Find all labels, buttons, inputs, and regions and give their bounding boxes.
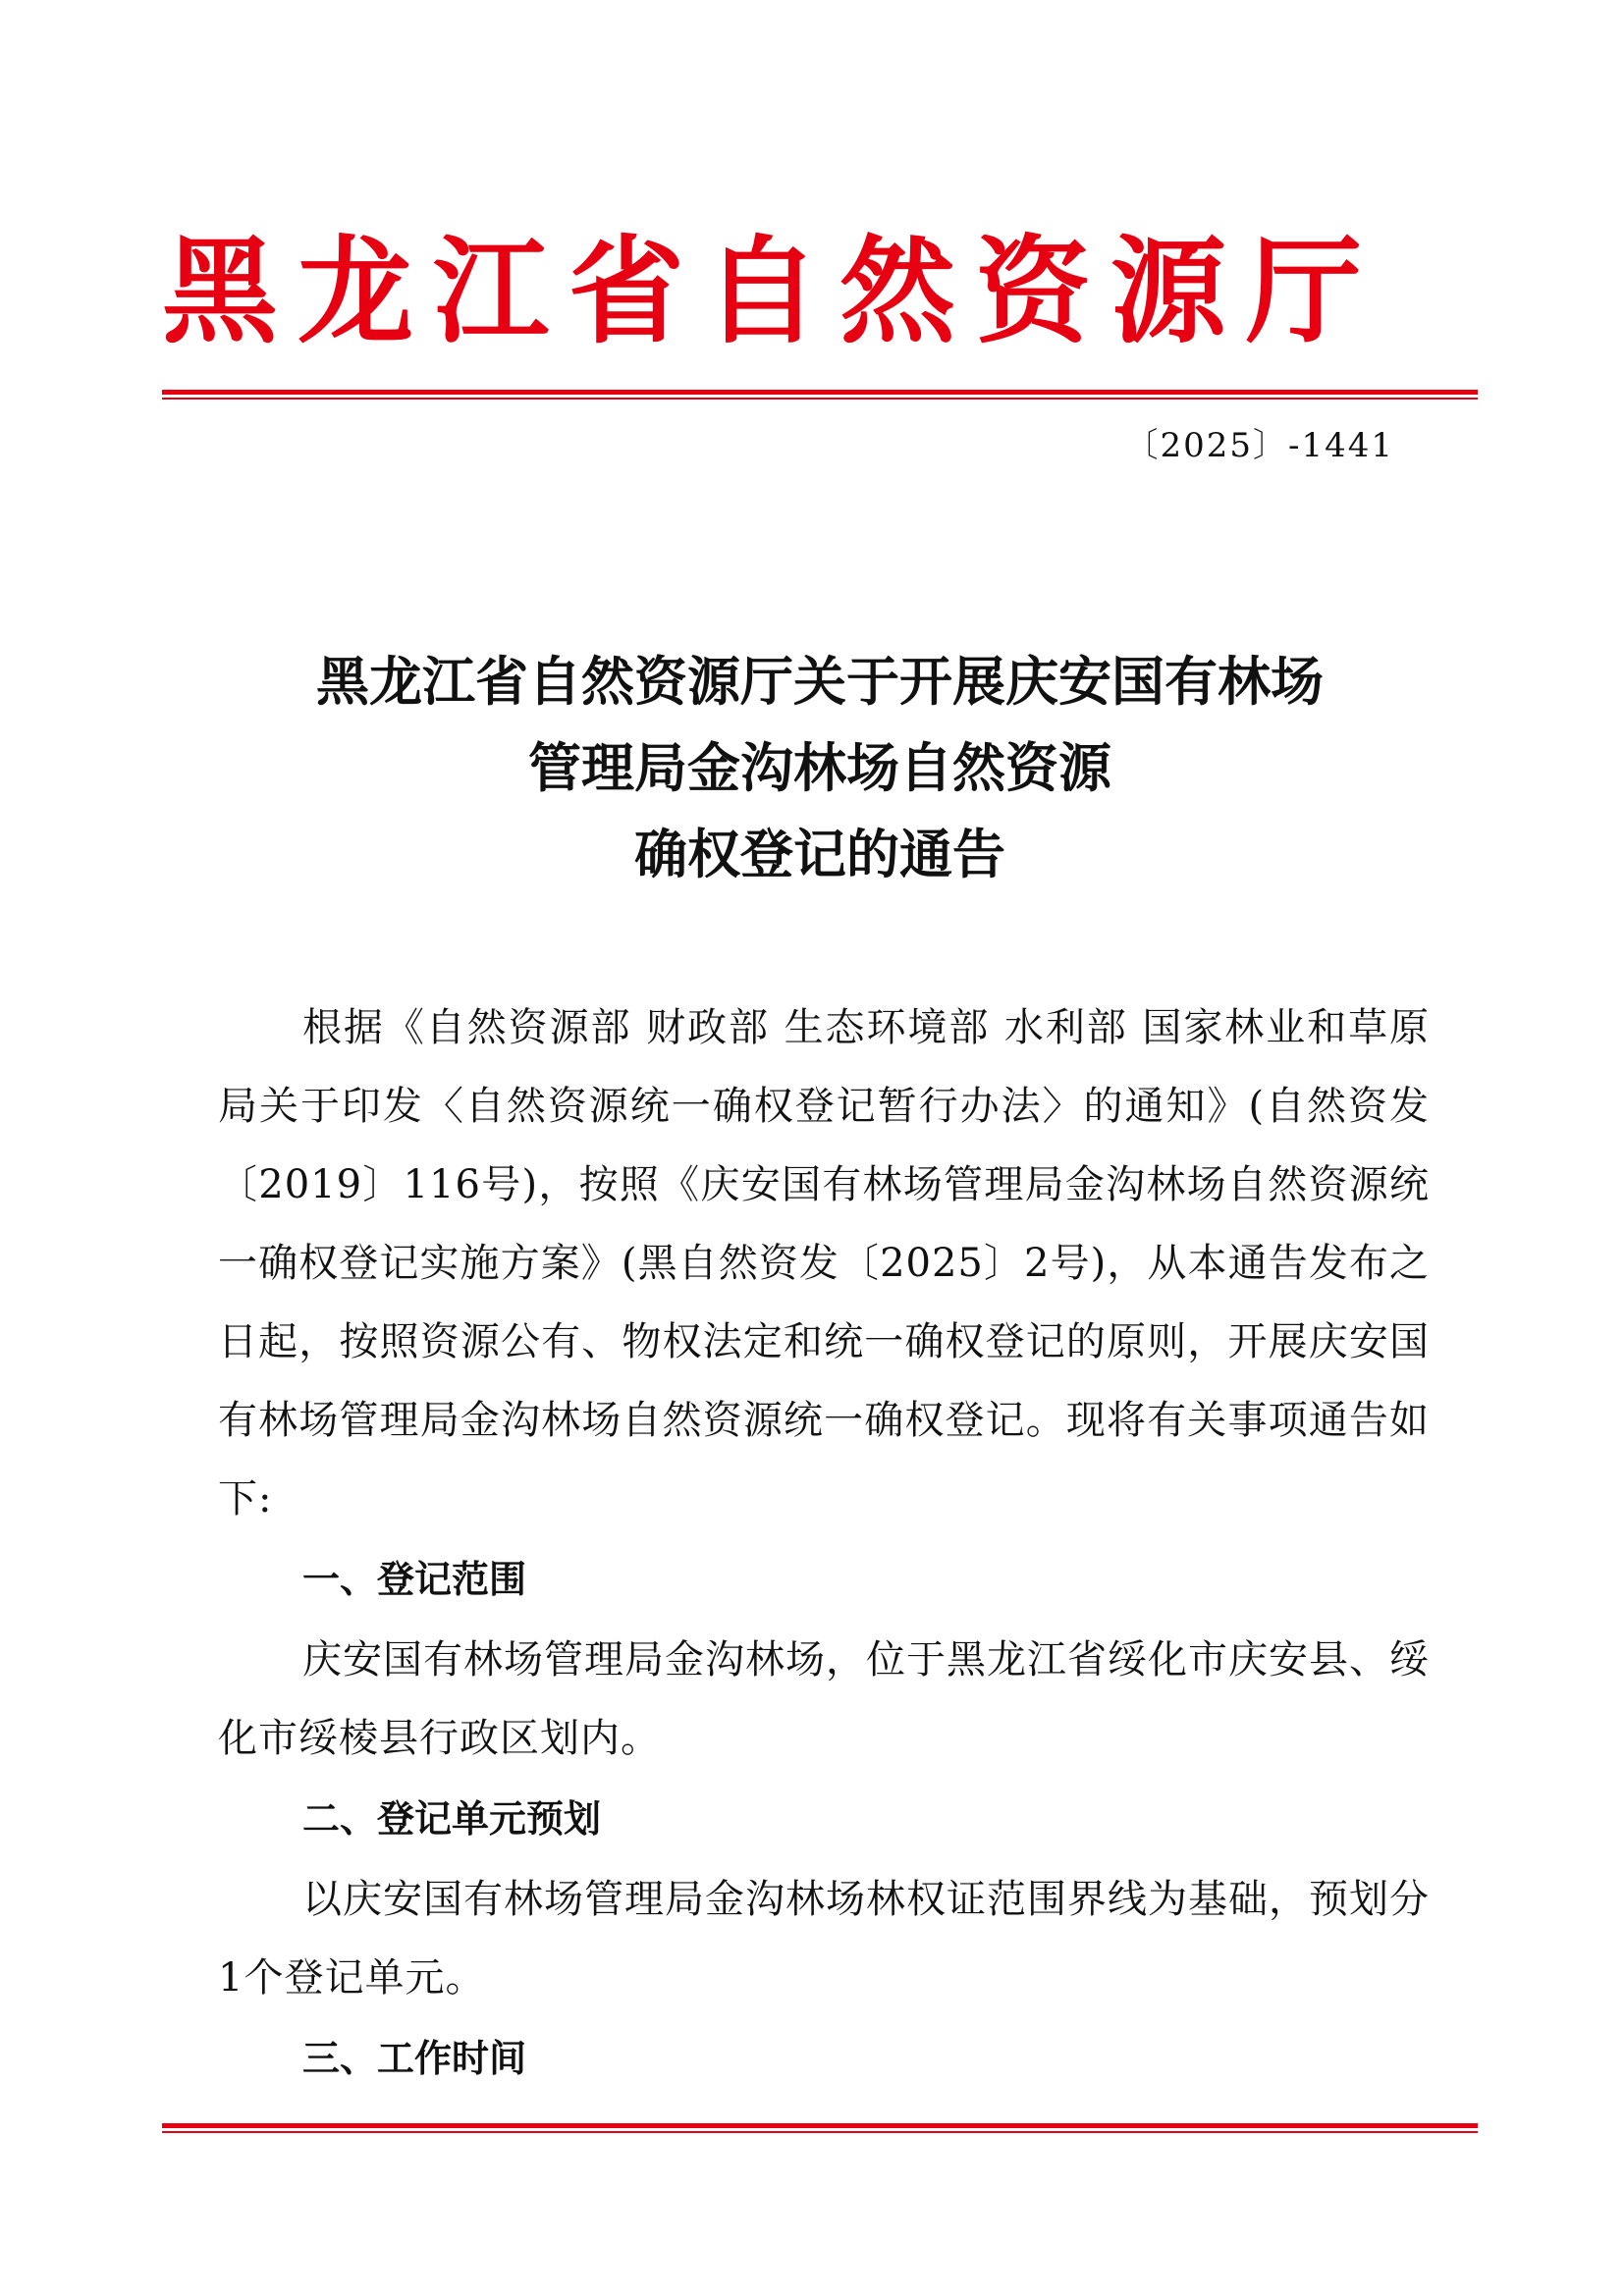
notice-title-line-3: 确权登记的通告 — [634, 823, 1005, 885]
intro-paragraph: 根据《自然资源部 财政部 生态环境部 水利部 国家林业和草原局关于印发〈自然资源统一确权登记暂行办法〉的通知》(自然资发〔2019〕116号)，按照《庆安国有林场管理局金沟林场自然资源统一确权登记实施方案》(黑自然资发〔2025〕2号)，从本通告发布之日起，按照资源公有、物权法定和统一确权登记的原则，开展庆安国有林场管理局金沟林场自然资源统一确权登记。现将有关事项通告如下: — [218, 1005, 1430, 1522]
section-heading-scope: 一、登记范围 — [302, 1558, 527, 1601]
notice-title-line-1: 黑龙江省自然资源厅关于开展庆安国有林场 — [316, 650, 1324, 713]
section-text-scope: 庆安国有林场管理局金沟林场，位于黑龙江省绥化市庆安县、绥化市绥棱县行政区划内。 — [218, 1637, 1430, 1761]
footer-divider — [162, 2123, 1478, 2133]
section-text-units: 以庆安国有林场管理局金沟林场林权证范围界线为基础，预划分1个登记单元。 — [218, 1877, 1430, 2001]
masthead-org-name: 黑龙江省自然资源厅 — [162, 223, 1382, 359]
section-heading-schedule: 三、工作时间 — [302, 2037, 527, 2080]
notice-title-line-2: 管理局金沟林场自然资源 — [528, 736, 1111, 799]
header-divider — [162, 390, 1478, 400]
section-heading-units: 二、登记单元预划 — [302, 1797, 602, 1841]
notice-title — [162, 638, 1478, 897]
document-number: 〔2025〕-1441 — [1124, 426, 1394, 465]
notice-body — [218, 988, 1430, 2100]
